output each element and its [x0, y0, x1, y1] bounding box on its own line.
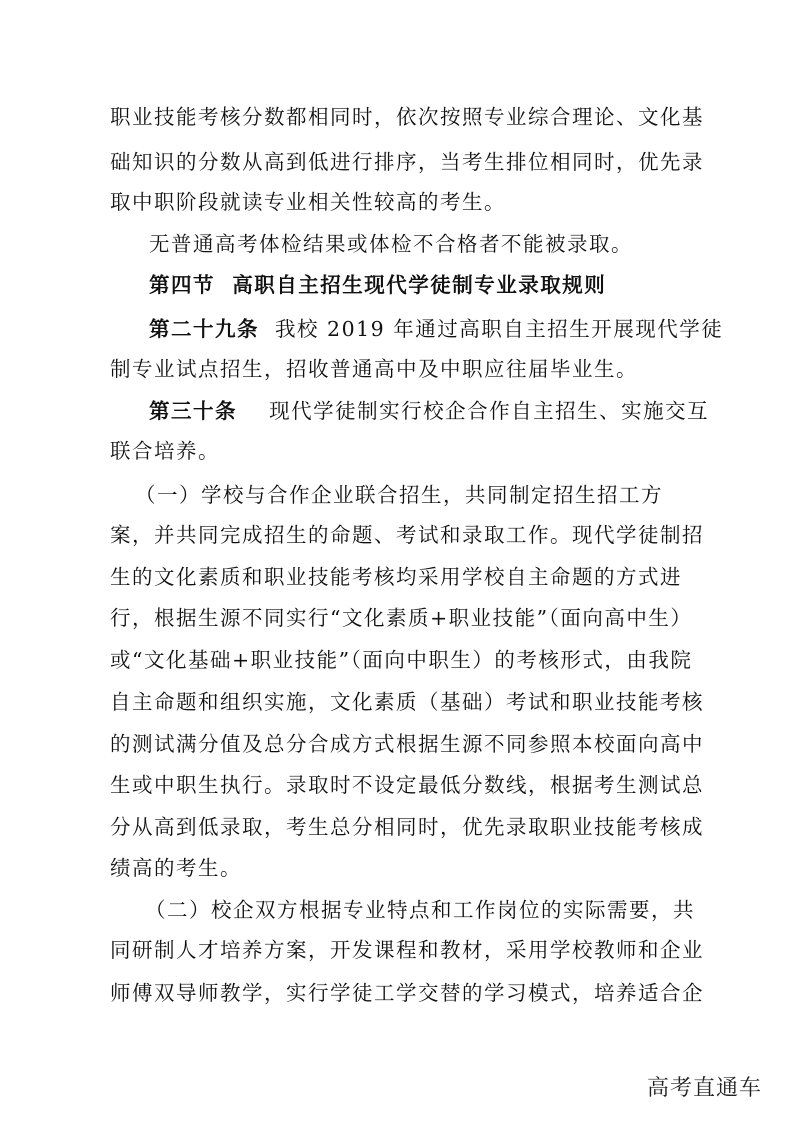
paragraph-line: 师傅双导师教学，实行学徒工学交替的学习模式，培养适合企 [110, 981, 704, 1005]
paragraph-line: 绩高的考生。 [110, 856, 242, 880]
paragraph-line: 行，根据生源不同实行“文化素质+职业技能”（面向高中生） [110, 606, 693, 630]
paragraph-line: 案，并共同完成招生的命题、考试和录取工作。现代学徒制招 [110, 523, 704, 547]
article-29-text: 我校 2019 年通过高职自主招生开展现代学徒 [259, 317, 724, 341]
paragraph-line: 职业技能考核分数都相同时，依次按照专业综合理论、文化基 [110, 105, 704, 129]
article-30-first-line [149, 401, 709, 422]
paragraph-line: （一）学校与合作企业联合招生，共同制定招生招工方 [135, 483, 663, 507]
watermark-text: 高考直通车 [647, 1076, 763, 1101]
paragraph-line: 生的文化素质和职业技能考核均采用学校自主命题的方式进 [110, 565, 682, 589]
article-29-first-line [149, 319, 723, 340]
paragraph-line: 取中职阶段就读专业相关性较高的考生。 [110, 190, 506, 214]
paragraph-line: 自主命题和组织实施，文化素质（基础）考试和职业技能考核 [110, 690, 704, 714]
paragraph-line: 或“文化基础+职业技能”（面向中职生）的考核形式，由我院 [110, 648, 693, 672]
paragraph-line: 联合培养。 [110, 439, 220, 463]
paragraph-line: 的测试满分值及总分合成方式根据生源不同参照本校面向高中 [110, 732, 704, 756]
paragraph-line: 分从高到低录取，考生总分相同时，优先录取职业技能考核成 [110, 815, 704, 839]
paragraph-line: （二）校企双方根据专业特点和工作岗位的实际需要，共 [145, 898, 695, 922]
paragraph-line: 制专业试点招生，招收普通高中及中职应往届毕业生。 [110, 357, 638, 381]
article-29-label: 第二十九条 [149, 317, 259, 341]
paragraph-line: 础知识的分数从高到低进行排序，当考生排位相同时，优先录 [110, 150, 704, 174]
paragraph-line: 无普通高考体检结果或体检不合格者不能被录取。 [149, 232, 633, 256]
section-heading: 第四节 高职自主招生现代学徒制专业录取规则 [149, 273, 607, 297]
article-30-text: 现代学徒制实行校企合作自主招生、实施交互 [237, 399, 710, 423]
article-30-label: 第三十条 [149, 399, 237, 423]
paragraph-line: 同研制人才培养方案，开发课程和教材，采用学校教师和企业 [110, 938, 704, 962]
paragraph-line: 生或中职生执行。录取时不设定最低分数线，根据考生测试总 [110, 773, 704, 797]
